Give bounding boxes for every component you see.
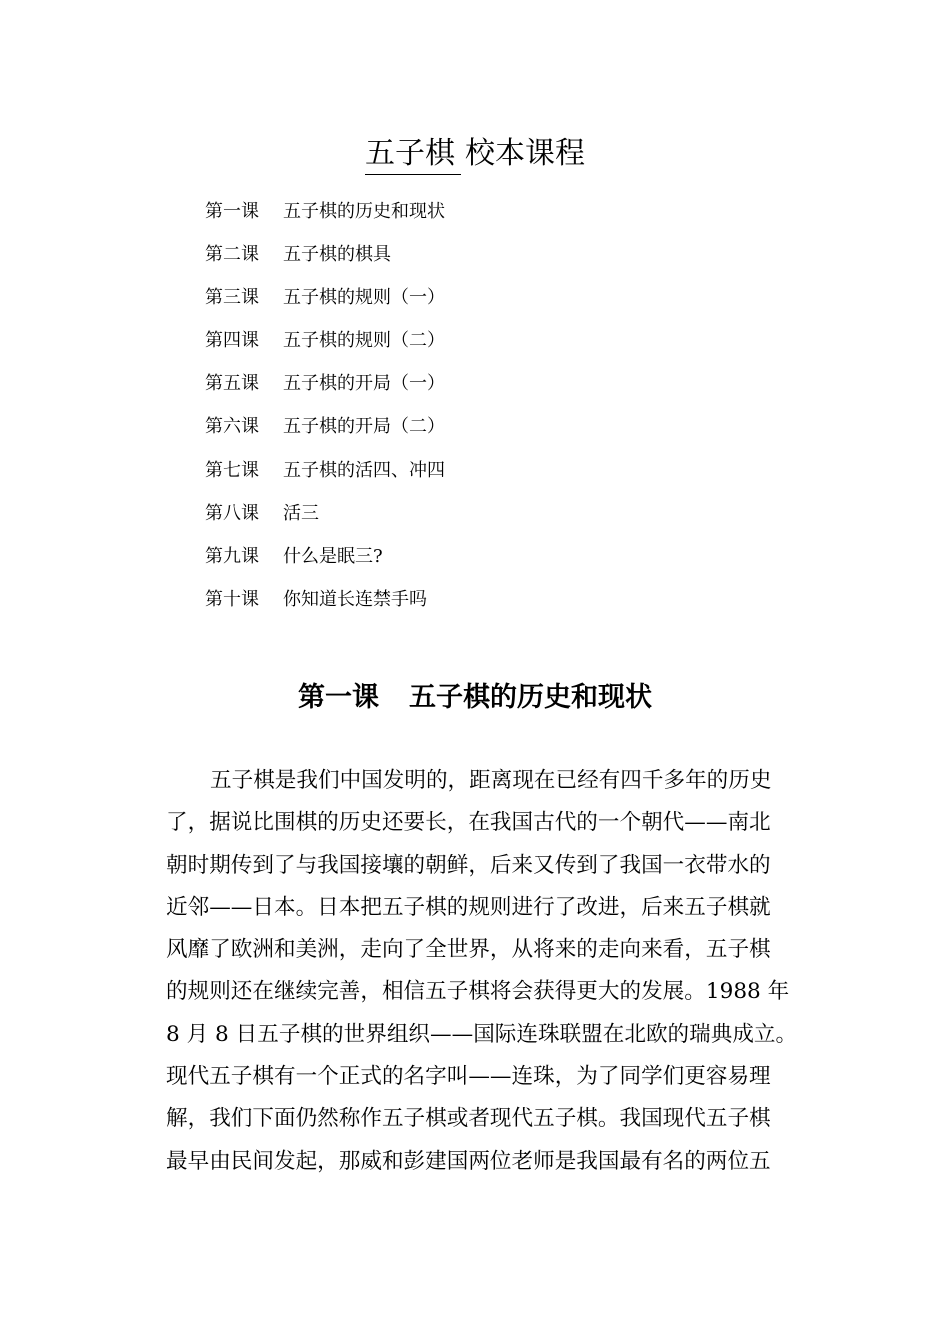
toc-item-title: 五子棋的历史和现状: [283, 201, 445, 222]
toc-item-number: 第七课: [205, 459, 259, 481]
toc-item-title: 五子棋的活四、冲四: [283, 459, 445, 481]
toc-item: [205, 240, 445, 283]
document-title: [0, 132, 950, 176]
toc-item: [205, 197, 445, 240]
toc-item-title: 五子棋的规则（一）: [283, 287, 445, 309]
paragraph-line: 了，据说比围棋的历史还要长，在我国古代的一个朝代——南北: [166, 810, 771, 836]
table-of-contents: [205, 197, 445, 628]
toc-item-number: 第二课: [205, 244, 259, 266]
toc-item-number: 第三课: [205, 287, 259, 309]
document-title-sub: 校本课程: [465, 136, 585, 171]
document-title-main: 五子棋: [365, 134, 461, 175]
toc-item-number: 第九课: [205, 545, 259, 567]
toc-item-number: 第十课: [205, 588, 259, 610]
lesson-heading-number: 第一课: [298, 682, 379, 713]
lesson-heading: [0, 676, 950, 720]
toc-item-title: 五子棋的规则（二）: [283, 330, 445, 352]
toc-item-title: 你知道长连禁手吗: [283, 588, 427, 610]
toc-item: [205, 412, 445, 455]
paragraph-line: 近邻——日本。日本把五子棋的规则进行了改进，后来五子棋就: [166, 894, 771, 920]
toc-item: [205, 499, 445, 542]
toc-item: [205, 456, 445, 499]
toc-item-title: 活三: [283, 502, 319, 524]
toc-item: [205, 542, 445, 585]
toc-item-title: 五子棋的开局（一）: [283, 373, 445, 395]
lesson-heading-title: 五子棋的历史和现状: [409, 682, 652, 713]
toc-item: [205, 369, 445, 412]
lesson-body-paragraph: [166, 760, 797, 1183]
toc-item: [205, 326, 445, 369]
paragraph-line: 最早由民间发起，那威和彭建国两位老师是我国最有名的两位五: [166, 1148, 771, 1174]
toc-item: [205, 585, 445, 628]
toc-item-number: 第四课: [205, 330, 259, 352]
toc-item-title: 五子棋的开局（二）: [283, 416, 445, 438]
toc-item-number: 第六课: [205, 416, 259, 438]
toc-item-title: 五子棋的棋具: [283, 244, 391, 266]
paragraph-line: 8 月 8 日五子棋的世界组织——国际连珠联盟在北欧的瑞典成立。: [166, 1021, 798, 1047]
paragraph-line: 风靡了欧洲和美洲，走向了全世界，从将来的走向来看，五子棋: [166, 937, 771, 963]
paragraph-line: 五子棋是我们中国发明的，距离现在已经有四千多年的历史: [210, 768, 772, 793]
toc-item-number: 第一课: [205, 201, 259, 222]
toc-item-number: 第八课: [205, 502, 259, 524]
toc-item: [205, 283, 445, 326]
toc-item-title: 什么是眠三?: [283, 545, 383, 567]
paragraph-line: 解，我们下面仍然称作五子棋或者现代五子棋。我国现代五子棋: [166, 1106, 771, 1132]
toc-item-number: 第五课: [205, 373, 259, 395]
paragraph-line: 现代五子棋有一个正式的名字叫——连珠，为了同学们更容易理: [166, 1064, 771, 1090]
paragraph-line: 的规则还在继续完善，相信五子棋将会获得更大的发展。1988 年: [166, 979, 790, 1005]
paragraph-line: 朝时期传到了与我国接壤的朝鲜，后来又传到了我国一衣带水的: [166, 852, 771, 878]
